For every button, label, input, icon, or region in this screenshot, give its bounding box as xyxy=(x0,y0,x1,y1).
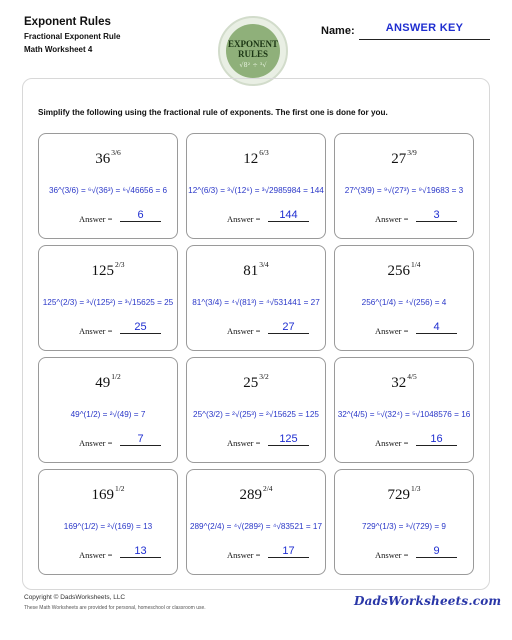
answer-key-field: ANSWER KEY xyxy=(359,22,490,40)
answer-value: 6 xyxy=(120,208,161,222)
solution-steps: 32^(4/5) = ⁵√(32⁴) = ⁵√1048576 = 16 xyxy=(337,410,471,419)
problem-expression xyxy=(335,150,473,170)
worksheet-title: Exponent Rules xyxy=(24,16,111,28)
problem-base: 27 xyxy=(391,151,407,167)
problem-exponent: 3/2 xyxy=(259,372,269,381)
problem-exponent: 3/9 xyxy=(407,148,417,157)
solution-steps: 25^(3/2) = ²√(25³) = ²√15625 = 125 xyxy=(193,410,319,419)
problem-card xyxy=(186,133,326,239)
usage-note: These Math Worksheets are provided for personal, homeschool or classroom use. xyxy=(24,605,206,611)
problem-exponent: 4/5 xyxy=(407,372,417,381)
logo-badge xyxy=(226,24,280,78)
problem-exponent: 1/2 xyxy=(114,484,125,493)
worksheet-header xyxy=(24,14,120,56)
solution-steps: 49^(1/2) = ²√(49) = 7 xyxy=(70,410,146,419)
answer-label: Answer = xyxy=(375,550,409,560)
problem-exponent: 2/4 xyxy=(262,484,273,493)
worksheet-number: Math Worksheet 4 xyxy=(24,45,93,54)
problem-exponent: 1/3 xyxy=(410,484,421,493)
problem-base: 36 xyxy=(95,151,111,167)
problem-card xyxy=(38,133,178,239)
solution-steps: 81^(3/4) = ⁴√(81³) = ⁴√531441 = 27 xyxy=(192,298,320,307)
answer-label: Answer = xyxy=(79,214,113,224)
answer-label: Answer = xyxy=(375,438,409,448)
problem-expression xyxy=(187,486,325,506)
solution-steps: 289^(2/4) = ⁴√(289²) = ⁴√83521 = 17 xyxy=(189,522,323,531)
problem-base: 256 xyxy=(387,263,410,279)
solution-steps: 27^(3/9) = ⁹√(27³) = ⁹√19683 = 3 xyxy=(344,186,464,195)
copyright: Copyright © DadsWorksheets, LLC xyxy=(24,594,126,601)
problem-card xyxy=(38,357,178,463)
problem-card xyxy=(334,357,474,463)
problem-card xyxy=(186,245,326,351)
solution-steps: 256^(1/4) = ⁴√(256) = 4 xyxy=(361,298,447,307)
problem-base: 49 xyxy=(95,375,111,391)
problem-exponent: 1/2 xyxy=(111,372,121,381)
name-label: Name: xyxy=(321,25,355,37)
answer-value: 3 xyxy=(416,208,457,222)
problem-expression xyxy=(187,262,325,282)
problem-base: 289 xyxy=(239,487,262,503)
worksheet-subtitle: Fractional Exponent Rule xyxy=(24,32,121,41)
logo-text: EXPONENT RULES xyxy=(227,39,278,59)
answer-label: Answer = xyxy=(227,326,261,336)
problem-card xyxy=(38,469,178,575)
problem-expression xyxy=(335,486,473,506)
problem-base: 12 xyxy=(243,151,259,167)
answer-value: 27 xyxy=(268,320,309,334)
problem-exponent: 3/6 xyxy=(111,148,121,157)
solution-steps: 36^(3/6) = ⁶√(36³) = ⁶√46656 = 6 xyxy=(48,186,168,195)
problem-expression xyxy=(39,374,177,394)
problem-expression xyxy=(39,486,177,506)
dadsworksheets-logo: DadsWorksheets.com xyxy=(354,594,502,608)
solution-steps: 12^(6/3) = ³√(12⁶) = ³√2985984 = 144 xyxy=(188,186,324,195)
problem-card xyxy=(334,469,474,575)
problem-expression xyxy=(39,150,177,170)
logo-decoration: √8² ÷ ³√ xyxy=(239,61,267,69)
answer-label: Answer = xyxy=(79,550,113,560)
answer-value: 4 xyxy=(416,320,457,334)
problem-card xyxy=(38,245,178,351)
answer-value: 16 xyxy=(416,432,457,446)
answer-value: 25 xyxy=(120,320,161,334)
problem-base: 81 xyxy=(243,263,259,279)
problem-expression xyxy=(187,150,325,170)
answer-value: 17 xyxy=(268,544,309,558)
answer-value: 144 xyxy=(268,208,309,222)
answer-label: Answer = xyxy=(79,438,113,448)
problem-base: 729 xyxy=(387,487,410,503)
answer-value: 7 xyxy=(120,432,161,446)
instructions: Simplify the following using the fractional rule of exponents. The first one is done for you. xyxy=(38,108,388,117)
answer-value: 9 xyxy=(416,544,457,558)
exponent-rules-logo xyxy=(218,16,288,86)
problem-base: 32 xyxy=(391,375,407,391)
problem-expression xyxy=(335,374,473,394)
problem-base: 125 xyxy=(91,263,114,279)
answer-label: Answer = xyxy=(375,214,409,224)
answer-label: Answer = xyxy=(227,438,261,448)
problem-card xyxy=(334,133,474,239)
answer-label: Answer = xyxy=(227,214,261,224)
problem-exponent: 1/4 xyxy=(410,260,421,269)
problem-exponent: 3/4 xyxy=(259,260,269,269)
answer-label: Answer = xyxy=(227,550,261,560)
answer-label: Answer = xyxy=(79,326,113,336)
answer-value: 125 xyxy=(268,432,309,446)
problem-expression xyxy=(39,262,177,282)
problem-expression xyxy=(335,262,473,282)
answer-value: 13 xyxy=(120,544,161,558)
problem-exponent: 2/3 xyxy=(114,260,125,269)
problem-base: 169 xyxy=(91,487,114,503)
answer-label: Answer = xyxy=(375,326,409,336)
solution-steps: 169^(1/2) = ²√(169) = 13 xyxy=(63,522,153,531)
problem-card xyxy=(186,469,326,575)
solution-steps: 729^(1/3) = ³√(729) = 9 xyxy=(362,522,446,531)
problem-exponent: 6/3 xyxy=(259,148,269,157)
problem-base: 25 xyxy=(243,375,259,391)
problem-card xyxy=(186,357,326,463)
solution-steps: 125^(2/3) = ³√(125²) = ³√15625 = 25 xyxy=(42,298,174,307)
problem-expression xyxy=(187,374,325,394)
problem-card xyxy=(334,245,474,351)
